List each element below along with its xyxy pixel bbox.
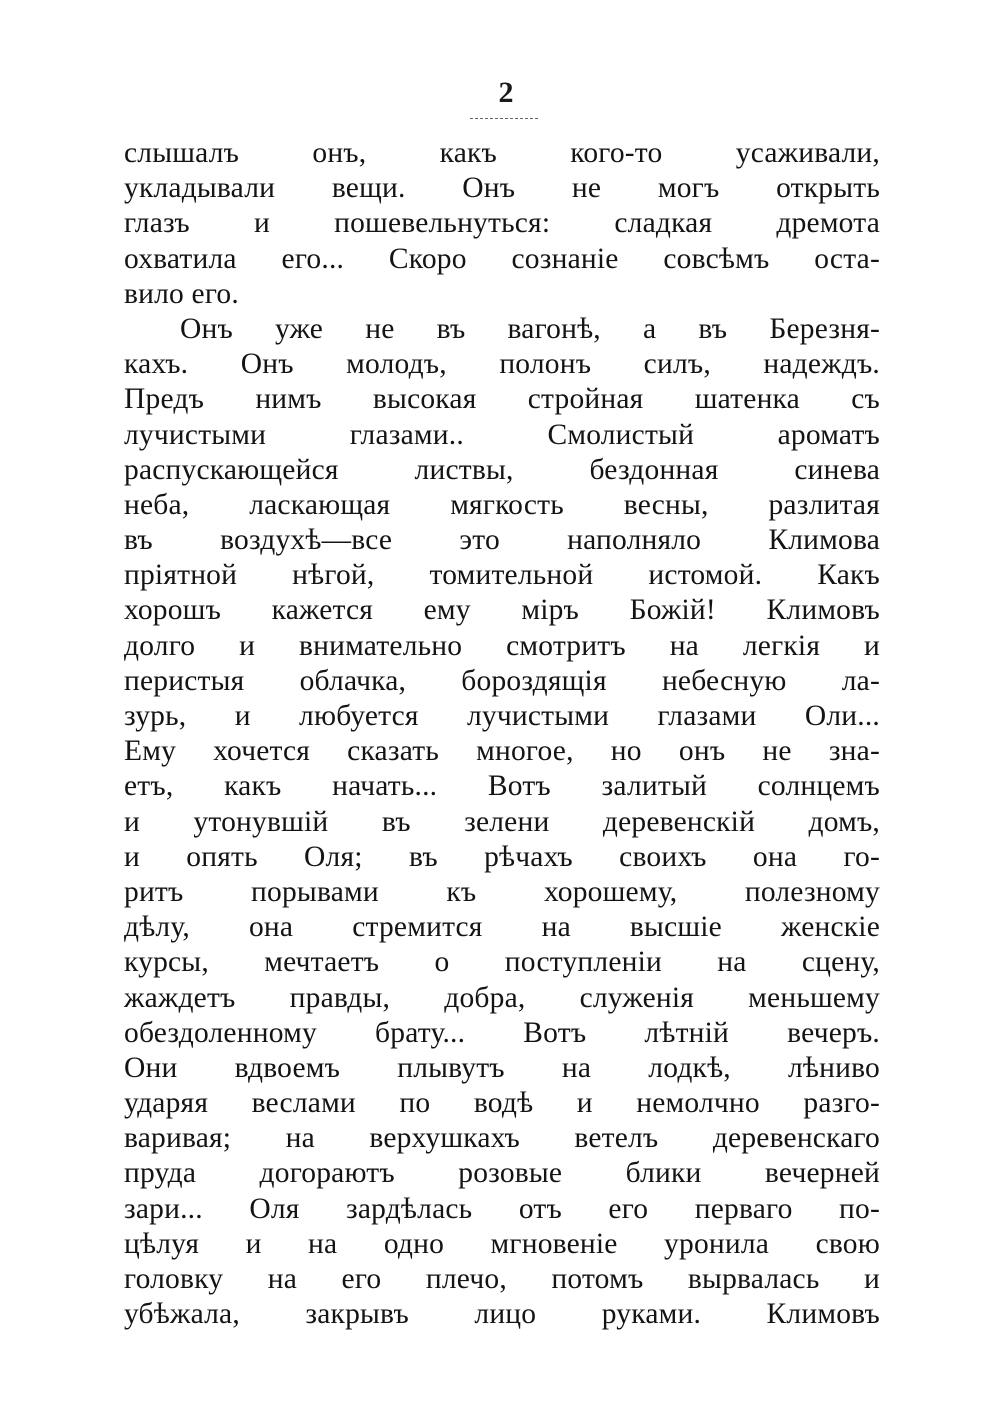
- text-line: зурь, и любуется лучистыми глазами Оли...: [124, 700, 880, 732]
- text-line: Они вдвоемъ плывутъ на лодкѣ, лѣниво: [124, 1051, 880, 1084]
- text-line: хорошъ кажется ему міръ Божій! Климовъ: [124, 594, 880, 627]
- text-line: въ воздухѣ—все это наполняло Климова: [124, 524, 880, 557]
- text-line: вило его.: [124, 277, 239, 310]
- text-line: убѣжала, закрывъ лицо руками. Климовъ: [124, 1298, 880, 1331]
- text-line: ударяя веслами по водѣ и немолчно разго-: [124, 1087, 880, 1120]
- text-line: охватила его... Скоро сознаніе совсѣмъ оста-: [124, 242, 880, 275]
- text-line: курсы, мечтаетъ о поступленіи на сцену,: [124, 946, 880, 979]
- page-number: 2: [498, 76, 514, 109]
- page-number-rule: [470, 118, 538, 119]
- text-line: жаждетъ правды, добра, служенія меньшему: [124, 981, 880, 1014]
- paragraph-1: [124, 136, 880, 312]
- text-line: слышалъ онъ, какъ кого-то усаживали,: [124, 137, 880, 169]
- text-line: головку на его плечо, потомъ вырвалась и: [124, 1263, 880, 1295]
- text-line: пріятной нѣгой, томительной истомой. Какъ: [124, 559, 880, 592]
- text-line: лучистыми глазами.. Смолистый ароматъ: [124, 418, 880, 451]
- text-line: обездоленному брату... Вотъ лѣтній вечеръ.: [124, 1016, 880, 1049]
- text-line: укладывали вещи. Онъ не могъ открыть: [124, 172, 880, 205]
- text-line: и опять Оля; въ рѣчахъ своихъ она го-: [124, 840, 880, 873]
- text-line: неба, ласкающая мягкость весны, разлитая: [124, 488, 880, 521]
- text-line: Онъ уже не въ вагонѣ, а въ Березня-: [180, 312, 880, 345]
- text-line: глазъ и пошевельнуться: сладкая дремота: [124, 207, 880, 240]
- text-line: варивая; на верхушкахъ ветелъ деревенскаго: [124, 1122, 880, 1155]
- text-line: дѣлу, она стремится на высшіе женскіе: [124, 911, 880, 944]
- text-line: Предъ нимъ высокая стройная шатенка съ: [124, 383, 880, 416]
- text-line: кахъ. Онъ молодъ, полонъ силъ, надеждъ.: [124, 348, 880, 381]
- text-line: етъ, какъ начать... Вотъ залитый солнцемъ: [124, 770, 880, 803]
- text-line: ритъ порывами къ хорошему, полезному: [124, 875, 880, 908]
- text-line: перистыя облачка, бороздящія небесную ла-: [124, 664, 880, 697]
- paragraph-2: [124, 312, 880, 1332]
- text-line: и утонувшій въ зелени деревенскій домъ,: [124, 805, 880, 838]
- text-line: зари... Оля зардѣлась отъ его перваго по-: [124, 1192, 880, 1225]
- text-line: долго и внимательно смотритъ на легкія и: [124, 629, 880, 662]
- text-line: цѣлуя и на одно мгновеніе уронила свою: [124, 1227, 880, 1260]
- text-line: пруда догораютъ розовые блики вечерней: [124, 1157, 880, 1190]
- page-body: [124, 136, 880, 1332]
- text-line: Ему хочется сказать многое, но онъ не зна-: [124, 735, 880, 768]
- text-line: распускающейся листвы, бездонная синева: [124, 453, 880, 486]
